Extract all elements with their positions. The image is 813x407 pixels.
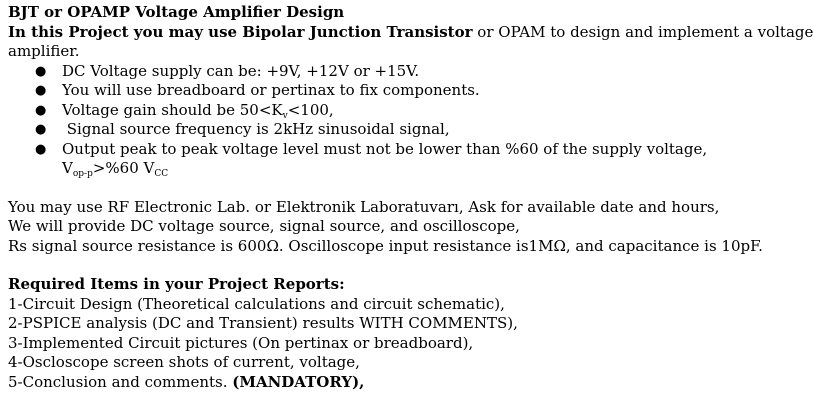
required-item: 1-Circuit Design (Theoretical calculations and circuit schematic), [8, 294, 505, 313]
required-item [8, 373, 688, 393]
bullet-icon: ● [35, 83, 47, 98]
bullet-text-pre: Voltage gain should be 50<K [62, 100, 283, 119]
bullet-text: Output peak to peak voltage level must not be lower than %60 of the supply voltage, [62, 139, 708, 158]
vop-rest: >%60 V [92, 159, 155, 177]
bullet-text-post: <100, [287, 100, 334, 119]
required-heading: Required Items in your Project Reports: [8, 275, 345, 293]
bullet-text: You will use breadboard or pertinax to fix components. [62, 81, 480, 99]
required-item: 4-Oscloscope screen shots of current, voltage, [8, 353, 360, 371]
bullet-icon: ● [35, 102, 47, 118]
list-item [35, 62, 688, 82]
required-item-text: 5-Conclusion and comments. [8, 372, 233, 391]
spacer [8, 256, 688, 275]
bullet-text: DC Voltage supply can be: +9V, +12V or +15V. [62, 61, 420, 80]
intro-prefix: In this Project you may use [8, 22, 243, 41]
para-line: You may use RF Electronic Lab. or Elektronik Laboratuvarı, Ask for available date and hours, [8, 197, 720, 216]
intro-line [8, 22, 813, 43]
intro-wrap: amplifier. [8, 42, 80, 60]
vop-line [8, 159, 688, 179]
list-item [35, 81, 688, 101]
requirements-list [8, 61, 708, 160]
vop-sub2: CC [154, 169, 169, 179]
bullet-icon: ● [35, 122, 47, 137]
mandatory-label: (MANDATORY), [232, 372, 365, 391]
list-item [35, 101, 688, 121]
bullet-text-sub: v [282, 110, 288, 121]
list-item [35, 139, 708, 160]
required-item: 2-PSPICE analysis (DC and Transient) results WITH COMMENTS), [8, 314, 518, 332]
para-line: Rs signal source resistance is 600Ω. Oscilloscope input resistance is1MΩ, and capacitance is 10pF. [8, 236, 763, 255]
para-line: We will provide DC voltage source, signal source, and oscilloscope, [8, 217, 520, 235]
required-item: 3-Implemented Circuit pictures (On pertinax or breadboard), [8, 333, 474, 352]
intro-suffix: or OPAM to design and implement a voltage [472, 22, 813, 41]
bullet-icon: ● [35, 141, 47, 157]
document-title: BJT or OPAMP Voltage Amplifier Design [8, 3, 345, 21]
spacer [8, 179, 688, 198]
vop-main: V [62, 159, 73, 177]
intro-bjt: Bipolar Junction Transistor [242, 22, 473, 41]
bullet-text: Signal source frequency is 2kHz sinusoidal signal, [62, 120, 450, 138]
list-item [35, 120, 688, 140]
vop-sub: op-p [72, 169, 93, 179]
bullet-icon: ● [35, 63, 47, 79]
